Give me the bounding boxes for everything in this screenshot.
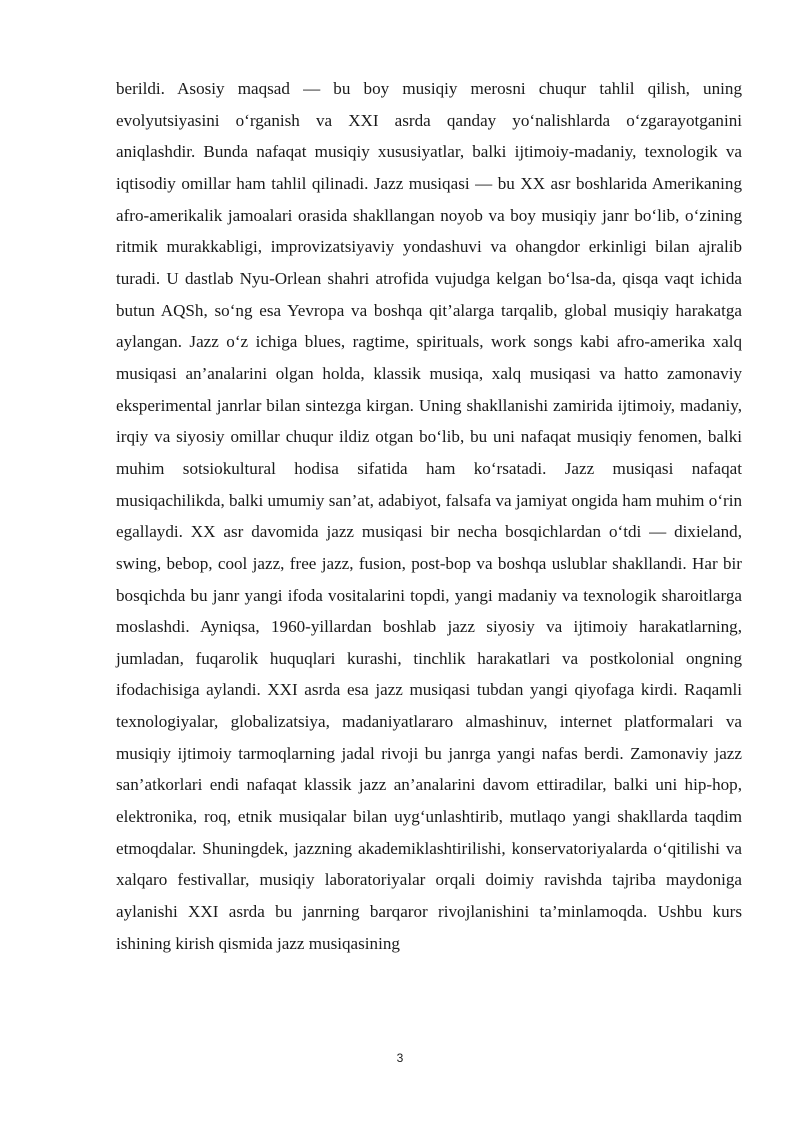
page-number: 3 [396,1051,404,1065]
body-paragraph: berildi. Asosiy maqsad — bu boy musiqiy merosni chuqur tahlil qilish, uning evolyutsiyasini o‘rganish va XXI asrda qanday yo‘nalishlarda o‘zgarayotganini aniqlashdir. Bunda nafaqat musiqiy xususiyatlar, balki ijtimoiy-madaniy, texnologik va iqtisodiy omillar ham tahlil qilinadi. Jazz musiqasi — bu XX asr boshlarida Amerikaning afro-amerikalik jamoalari orasida shakllangan noyob va boy musiqiy janr bo‘lib, o‘zining ritmik murakkabligi, improvizatsiyaviy yondashuvi va ohangdor erkinligi bilan ajralib turadi. U dastlab Nyu-Orlean shahri atrofida vujudga kelgan bo‘lsa-da, qisqa vaqt ichida butun AQSh, so‘ng esa Yevropa va boshqa qit’alarga tarqalib, global musiqiy harakatga aylangan. Jazz o‘z ichiga blues, ragtime, spirituals, work songs kabi afro-amerika xalq musiqasi an’analarini olgan holda, klassik musiqa, xalq musiqasi va hatto zamonaviy eksperimental janrlar bilan sintezga kirgan. Uning shakllanishi zamirida ijtimoiy, madaniy, irqiy va siyosiy omillar chuqur ildiz otgan bo‘lib, bu uni nafaqat musiqiy fenomen, balki muhim sotsiokultural hodisa sifatida ham ko‘rsatadi. Jazz musiqasi nafaqat musiqachilikda, balki umumiy san’at, adabiyot, falsafa va jamiyat ongida ham muhim o‘rin egallaydi. XX asr davomida jazz musiqasi bir necha bosqichlardan o‘tdi — dixieland, swing, bebop, cool jazz, free jazz, fusion, post-bop va boshqa uslublar shakllandi. Har bir bosqichda bu janr yangi ifoda vositalarini topdi, yangi madaniy va texnologik sharoitlarga moslashdi. Ayniqsa, 1960-yillardan boshlab jazz siyosiy va ijtimoiy harakatlarning, jumladan, fuqarolik huquqlari kurashi, tinchlik harakatlari va postkolonial ongning ifodachisiga aylandi. XXI asrda esa jazz musiqasi tubdan yangi qiyofaga kirdi. Raqamli texnologiyalar, globalizatsiya, madaniyatlararo almashinuv, internet platformalari va musiqiy ijtimoiy tarmoqlarning jadal rivoji bu janrga yangi nafas berdi. Zamonaviy jazz san’atkorlari endi nafaqat klassik jazz an’analarini davom ettiradilar, balki uni hip-hop, elektronika, roq, etnik musiqalar bilan uyg‘unlashtirib, mutlaqo yangi shakllarda taqdim etmoqdalar. Shuningdek, jazzning akademiklashtirilishi, konservatoriyalarda o‘qitilishi va xalqaro festivallar, musiqiy laboratoriyalar orqali doimiy ravishda tajriba maydoniga aylanishi XXI asrda bu janrning barqaror rivojlanishini ta’minlamoqda. Ushbu kurs ishining kirish qismida jazz musiqasining [116,79,742,953]
